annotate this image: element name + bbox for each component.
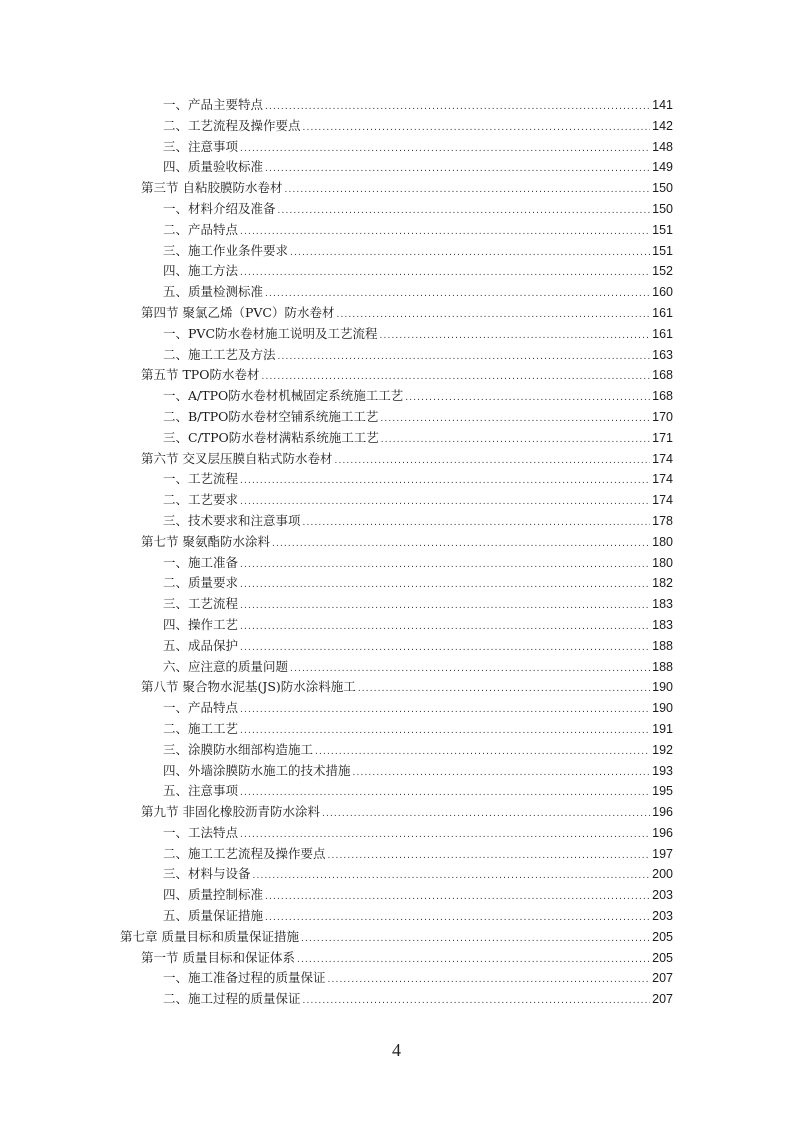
- toc-entry-title: 一、工艺流程: [163, 471, 239, 487]
- dot-leader: [240, 825, 650, 846]
- toc-entry-section[interactable]: [141, 802, 673, 823]
- toc-entry-page: 203: [652, 909, 673, 924]
- toc-entry-item[interactable]: [163, 844, 673, 865]
- toc-entry-title: 五、质量保证措施: [163, 908, 264, 924]
- toc-entry-title: 一、A/TPO防水卷材机械固定系统施工工艺: [163, 388, 404, 404]
- toc-entry-title: 二、施工过程的质量保证: [163, 991, 301, 1007]
- toc-entry-title: 一、产品特点: [163, 700, 239, 716]
- toc-entry-page: 161: [652, 326, 673, 341]
- toc-entry-page: 168: [652, 368, 673, 383]
- toc-entry-item[interactable]: [163, 740, 673, 761]
- toc-entry-page: 150: [652, 201, 673, 216]
- toc-entry-item[interactable]: [163, 386, 673, 407]
- toc-entry-page: 188: [652, 659, 673, 674]
- toc-entry-title: 四、操作工艺: [163, 616, 239, 632]
- toc-entry-page: 191: [652, 721, 673, 736]
- toc-entry-title: 一、产品主要特点: [163, 97, 264, 112]
- toc-entry-title: 三、注意事项: [163, 138, 239, 154]
- dot-leader: [240, 596, 650, 617]
- toc-entry-item[interactable]: [163, 657, 673, 678]
- toc-entry-page: 180: [652, 555, 673, 570]
- toc-entry-title: 第六节 交叉层压膜自粘式防水卷材: [141, 450, 333, 466]
- toc-entry-title: 二、施工工艺及方法: [163, 346, 276, 362]
- dot-leader: [405, 388, 650, 409]
- dot-leader: [336, 305, 650, 326]
- toc-entry-title: 第四节 聚氯乙烯（PVC）防水卷材: [141, 304, 335, 320]
- toc-entry-item[interactable]: [163, 511, 673, 532]
- toc-entry-item[interactable]: [163, 968, 673, 989]
- toc-entry-section[interactable]: [141, 303, 673, 324]
- toc-entry-item[interactable]: [163, 282, 673, 303]
- toc-entry-page: 190: [652, 680, 673, 695]
- dot-leader: [265, 97, 650, 118]
- dot-leader: [240, 721, 650, 742]
- dot-leader: [358, 679, 650, 700]
- toc-entry-page: 171: [652, 430, 673, 445]
- toc-entry-page: 161: [652, 305, 673, 320]
- toc-entry-title: 三、施工作业条件要求: [163, 242, 289, 258]
- toc-entry-item[interactable]: [163, 573, 673, 594]
- toc-entry-title: 五、成品保护: [163, 637, 239, 653]
- dot-leader: [334, 451, 650, 472]
- dot-leader: [265, 887, 650, 908]
- toc-entry-title: 六、应注意的质量问题: [163, 658, 289, 674]
- dot-leader: [303, 513, 651, 534]
- dot-leader: [240, 783, 650, 804]
- toc-entry-title: 第八节 聚合物水泥基(JS)防水涂料施工: [141, 679, 356, 695]
- toc-entry-title: 二、施工工艺: [163, 720, 239, 736]
- toc-entry-page: 163: [652, 347, 673, 362]
- dot-leader: [240, 471, 650, 492]
- toc-entry-item[interactable]: [163, 698, 673, 719]
- toc-entry-item[interactable]: [163, 906, 673, 927]
- dot-leader: [290, 659, 650, 680]
- dot-leader: [265, 908, 650, 929]
- toc-entry-page: 188: [652, 638, 673, 653]
- toc-entry-item[interactable]: [163, 636, 673, 657]
- dot-leader: [380, 409, 650, 430]
- dot-leader: [272, 534, 650, 555]
- toc-list: [0, 95, 673, 1010]
- dot-leader: [328, 970, 651, 991]
- toc-entry-title: 三、技术要求和注意事项: [163, 512, 301, 528]
- toc-entry-title: 二、施工工艺流程及操作要点: [163, 845, 326, 861]
- toc-entry-title: 四、质量控制标准: [163, 887, 264, 903]
- toc-entry-item[interactable]: [163, 137, 673, 158]
- toc-entry-section[interactable]: [141, 449, 673, 470]
- toc-entry-title: 五、注意事项: [163, 783, 239, 799]
- toc-entry-title: 三、工艺流程: [163, 596, 239, 612]
- toc-entry-page: 148: [652, 139, 673, 154]
- toc-entry-page: 152: [652, 264, 673, 279]
- toc-entry-title: 二、工艺流程及操作要点: [163, 117, 301, 133]
- dot-leader: [328, 846, 651, 867]
- dot-leader: [261, 367, 650, 388]
- toc-entry-page: 207: [652, 992, 673, 1007]
- toc-entry-page: 183: [652, 597, 673, 612]
- toc-entry-page: 183: [652, 617, 673, 632]
- toc-entry-page: 149: [652, 160, 673, 175]
- toc-entry-item[interactable]: [163, 199, 673, 220]
- toc-entry-item[interactable]: [163, 261, 673, 282]
- dot-leader: [240, 617, 650, 638]
- toc-entry-item[interactable]: [163, 241, 673, 262]
- dot-leader: [380, 326, 651, 347]
- toc-entry-section[interactable]: [141, 948, 673, 969]
- toc-entry-title: 第七章 质量目标和质量保证措施: [120, 928, 299, 944]
- toc-entry-title: 第三节 自粘胶膜防水卷材: [141, 180, 283, 196]
- toc-entry-title: 二、工艺要求: [163, 492, 239, 508]
- toc-entry-item[interactable]: [163, 553, 673, 574]
- toc-entry-page: 200: [652, 867, 673, 882]
- toc-entry-page: 182: [652, 576, 673, 591]
- toc-entry-chapter[interactable]: [120, 927, 673, 948]
- toc-entry-title: 一、材料介绍及准备: [163, 200, 276, 216]
- toc-entry-section[interactable]: [141, 677, 673, 698]
- toc-entry-item[interactable]: [163, 345, 673, 366]
- toc-entry-page: 195: [652, 784, 673, 799]
- toc-entry-item[interactable]: [163, 989, 673, 1010]
- toc-entry-item[interactable]: [163, 95, 673, 116]
- dot-leader: [284, 180, 650, 201]
- toc-entry-title: 一、工法特点: [163, 824, 239, 840]
- toc-entry-item[interactable]: [163, 324, 673, 345]
- toc-entry-item[interactable]: [163, 220, 673, 241]
- dot-leader: [240, 222, 650, 243]
- dot-leader: [240, 575, 650, 596]
- dot-leader: [265, 159, 650, 180]
- toc-entry-title: 第九节 非固化橡胶沥青防水涂料: [141, 804, 320, 820]
- dot-leader: [240, 492, 650, 513]
- toc-entry-item[interactable]: [163, 781, 673, 802]
- toc-entry-section[interactable]: [141, 532, 673, 553]
- toc-entry-page: 207: [652, 971, 673, 986]
- toc-entry-item[interactable]: [163, 594, 673, 615]
- dot-leader: [353, 763, 651, 784]
- toc-entry-item[interactable]: [163, 116, 673, 137]
- dot-leader: [301, 929, 650, 950]
- toc-entry-item[interactable]: [163, 761, 673, 782]
- dot-leader: [278, 201, 651, 222]
- toc-entry-item[interactable]: [163, 428, 673, 449]
- toc-entry-page: 193: [652, 763, 673, 778]
- toc-entry-page: 174: [652, 493, 673, 508]
- toc-entry-title: 二、质量要求: [163, 575, 239, 591]
- toc-entry-title: 第七节 聚氨酯防水涂料: [141, 533, 270, 549]
- toc-entry-title: 第一节 质量目标和保证体系: [141, 949, 295, 965]
- page-number: 4: [392, 1040, 401, 1060]
- toc-entry-title: 四、质量验收标准: [163, 159, 264, 175]
- toc-entry-item[interactable]: [163, 615, 673, 636]
- toc-entry-item[interactable]: [163, 407, 673, 428]
- toc-entry-page: 141: [652, 98, 673, 112]
- dot-leader: [303, 991, 651, 1012]
- toc-entry-item[interactable]: [163, 864, 673, 885]
- toc-entry-page: 142: [652, 118, 673, 133]
- toc-entry-title: 二、产品特点: [163, 221, 239, 237]
- toc-entry-title: 第五节 TPO防水卷材: [141, 367, 260, 383]
- toc-entry-title: 一、施工准备: [163, 554, 239, 570]
- toc-entry-page: 174: [652, 451, 673, 466]
- dot-leader: [322, 804, 650, 825]
- toc-entry-page: 190: [652, 701, 673, 716]
- toc-entry-title: 二、B/TPO防水卷材空铺系统施工工艺: [163, 408, 379, 424]
- toc-entry-page: 170: [652, 409, 673, 424]
- toc-entry-title: 四、施工方法: [163, 263, 239, 279]
- toc-entry-section[interactable]: [141, 178, 673, 199]
- toc-entry-page: 180: [652, 534, 673, 549]
- dot-leader: [290, 243, 650, 264]
- toc-entry-page: 197: [652, 846, 673, 861]
- toc-entry-item[interactable]: [163, 157, 673, 178]
- toc-entry-title: 五、质量检测标准: [163, 284, 264, 300]
- dot-leader: [253, 866, 651, 887]
- toc-entry-page: 192: [652, 742, 673, 757]
- toc-entry-page: 205: [652, 950, 673, 965]
- dot-leader: [240, 700, 650, 721]
- toc-entry-title: 一、施工准备过程的质量保证: [163, 970, 326, 986]
- toc-entry-title: 一、PVC防水卷材施工说明及工艺流程: [163, 325, 378, 341]
- toc-entry-page: 178: [652, 513, 673, 528]
- dot-leader: [240, 263, 650, 284]
- dot-leader: [297, 950, 650, 971]
- toc-entry-page: 174: [652, 472, 673, 487]
- toc-entry-item[interactable]: [163, 469, 673, 490]
- toc-entry-item[interactable]: [163, 490, 673, 511]
- toc-entry-title: 三、材料与设备: [163, 866, 251, 882]
- toc-entry-page: 205: [652, 929, 673, 944]
- toc-entry-title: 三、涂膜防水细部构造施工: [163, 741, 314, 757]
- toc-entry-page: 168: [652, 389, 673, 404]
- toc-entry-section[interactable]: [141, 365, 673, 386]
- toc-entry-page: 151: [652, 222, 673, 237]
- dot-leader: [240, 139, 650, 160]
- toc-entry-page: 196: [652, 805, 673, 820]
- dot-leader: [265, 284, 650, 305]
- toc-entry-page: 151: [652, 243, 673, 258]
- toc-entry-item[interactable]: [163, 885, 673, 906]
- toc-entry-item[interactable]: [163, 719, 673, 740]
- toc-entry-item[interactable]: [163, 823, 673, 844]
- dot-leader: [278, 347, 651, 368]
- toc-entry-page: 196: [652, 825, 673, 840]
- dot-leader: [381, 430, 650, 451]
- toc-entry-title: 三、C/TPO防水卷材满粘系统施工工艺: [163, 429, 379, 445]
- dot-leader: [315, 742, 650, 763]
- toc-entry-page: 160: [652, 285, 673, 300]
- dot-leader: [303, 118, 651, 139]
- toc-entry-title: 四、外墙涂膜防水施工的技术措施: [163, 762, 351, 778]
- toc-entry-page: 150: [652, 181, 673, 196]
- toc-entry-page: 203: [652, 888, 673, 903]
- dot-leader: [240, 555, 650, 576]
- dot-leader: [240, 638, 650, 659]
